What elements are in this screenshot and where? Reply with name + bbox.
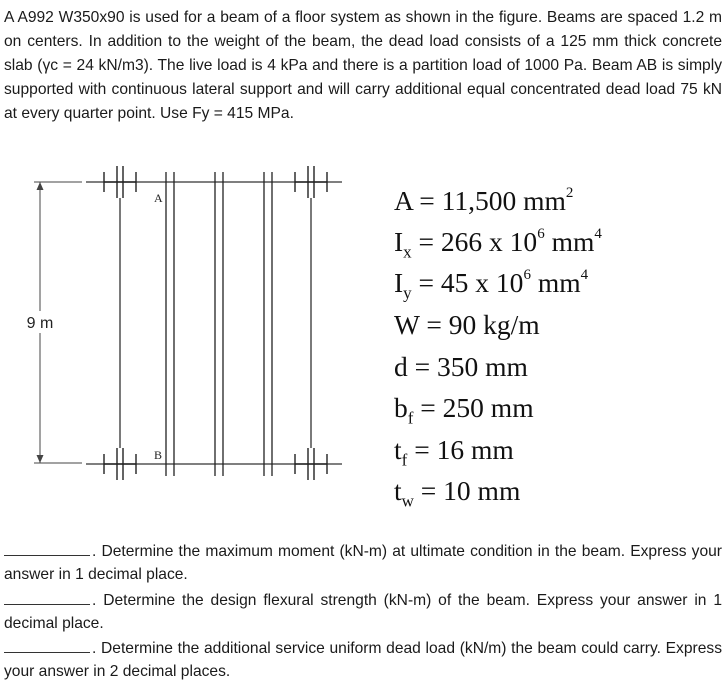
prop-flange-width: $b_f = 250$ mm: [394, 392, 534, 428]
arrow-bottom-icon: [37, 455, 44, 463]
beam-2: [215, 172, 223, 476]
floor-framing-figure: [20, 158, 360, 498]
arrow-top-icon: [37, 182, 44, 190]
answer-blank-1[interactable]: [4, 541, 90, 556]
point-a-label: A: [154, 191, 163, 205]
beam-3: [264, 172, 272, 476]
answer-blank-2[interactable]: [4, 590, 90, 605]
point-b-label: B: [154, 448, 163, 462]
prop-web-thickness: $t_w = 10$ mm: [394, 475, 521, 511]
prop-flange-thickness: $t_f = 16$ mm: [394, 434, 514, 470]
problem-statement: A A992 W350x90 is used for a beam of a floor system as shown in the figure. Beams are spaced 1.2 m on centers. In addition to the weight of the beam, the dead load consists of a 125 mm thick concrete slab (γc = 24 kN/m3). The live load is 4 kPa and there is a partition load of 1000 Pa. Beam AB is simply supported with continuous lateral support and will carry additional equal concentrated dead load 75 kN at every quarter point. Use Fy = 415 MPa.: [4, 9, 722, 122]
prop-depth: d = 350 mm: [394, 351, 528, 382]
column-top-right: [295, 166, 327, 198]
column-bottom-left: [104, 448, 136, 480]
prop-area: A = 11,500 $mm^2$: [394, 184, 574, 216]
question-1: . Determine the maximum moment (kN-m) at ultimate condition in the beam. Express your answer in 1 decimal place.: [4, 543, 722, 583]
answer-blank-3[interactable]: [4, 638, 90, 653]
prop-iy: $I_y = 45$ x $10^6$ $mm^4$: [394, 266, 589, 303]
column-bottom-right: [295, 448, 327, 480]
prop-weight: W = 90 kg/m: [394, 309, 540, 340]
beam-ab: [166, 172, 174, 476]
question-3: . Determine the additional service uniform dead load (kN/m) the beam could carry. Express your answer in 2 decimal places.: [4, 640, 722, 680]
question-2: . Determine the design flexural strength (kN-m) of the beam. Express your answer in 1 decimal place.: [4, 592, 722, 632]
prop-ix: $I_x = 266$ x $10^6$ $mm^4$: [394, 225, 602, 262]
span-label: 9 m: [26, 315, 54, 332]
column-top-left: [104, 166, 136, 198]
